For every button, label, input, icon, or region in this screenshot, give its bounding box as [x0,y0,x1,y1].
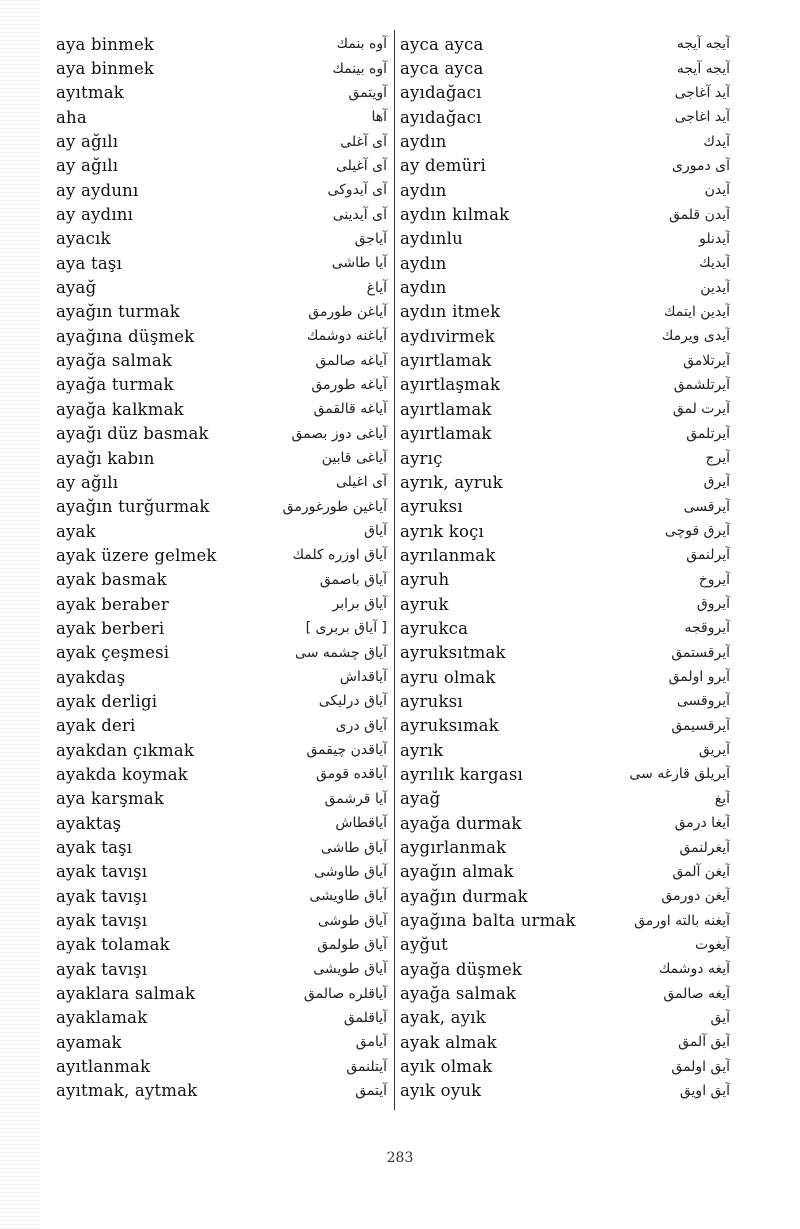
entry-latin-term: ayağa salmak [56,351,173,371]
dictionary-entry [56,1006,391,1030]
dictionary-entry [400,811,730,835]
entry-latin-term: ayak çeşmesi [56,643,170,663]
entry-latin-term: ayru olmak [400,667,496,687]
entry-latin-term: ayrık koçı [400,521,485,541]
dictionary-entry [56,178,391,202]
entry-ottoman-script: آیرق قوچی [664,523,730,540]
entry-latin-term: ayırtlamak [400,399,492,419]
entry-latin-term: aydınlu [400,229,463,249]
entry-latin-term: ayak tavışı [56,862,148,882]
entry-latin-term: ayağa turmak [56,375,174,395]
entry-ottoman-script: آیغا درمق [674,815,730,832]
entry-latin-term: ayak [56,521,96,541]
entry-ottoman-script: آید اغاجی [674,109,730,126]
dictionary-entry [400,129,730,153]
entry-ottoman-script: آیاق طاویشی [309,888,387,905]
entry-latin-term: ayruksı [400,691,463,711]
entry-ottoman-script: آیاق طویشی [313,961,387,978]
entry-latin-term: ayak beraber [56,594,169,614]
entry-ottoman-script: آیرقسی [683,498,730,515]
dictionary-entry [400,300,730,324]
entry-latin-term: ayak tolamak [56,935,170,955]
entry-ottoman-script: آیروقسی [676,693,730,710]
dictionary-entry [56,105,391,129]
dictionary-entry [56,860,391,884]
entry-latin-term: ay ağılı [56,132,119,152]
dictionary-entry [56,422,391,446]
entry-ottoman-script: آیدك [703,133,730,150]
entry-ottoman-script: آیاقدن چیقمق [306,742,387,759]
dictionary-entry [56,227,391,251]
dictionary-entry [400,227,730,251]
entry-latin-term: ayamak [56,1032,122,1052]
entry-ottoman-script: آیق [710,1009,730,1026]
entry-latin-term: aydın [400,180,447,200]
entry-latin-term: ayıtlanmak [56,1057,151,1077]
entry-ottoman-script: آوه بنمك [336,36,387,53]
entry-ottoman-script: آیاغنه دوشمك [306,328,387,345]
entry-latin-term: ayağın turğurmak [56,497,210,517]
dictionary-entry [400,251,730,275]
entry-ottoman-script: آی اغیلی [335,474,387,491]
dictionary-entry [400,592,730,616]
entry-latin-term: ayak almak [400,1032,497,1052]
dictionary-entry [56,32,391,56]
dictionary-entry [56,616,391,640]
entry-latin-term: aya binmek [56,34,155,54]
dictionary-entry [400,470,730,494]
dictionary-entry [56,933,391,957]
entry-latin-term: ayruksı [400,497,463,517]
dictionary-entry [56,592,391,616]
entry-latin-term: ayruh [400,570,450,590]
entry-ottoman-script: آیاق اوزره كلمك [292,547,387,564]
entry-ottoman-script: آید آغاجی [674,84,730,101]
dictionary-entry [400,1006,730,1030]
entry-latin-term: ayrıç [400,448,443,468]
dictionary-entry [400,105,730,129]
dictionary-entry [400,446,730,470]
right-column [400,32,730,1103]
dictionary-entry [56,129,391,153]
dictionary-entry [400,1030,730,1054]
entry-latin-term: ayağın durmak [400,886,528,906]
entry-ottoman-script: آیرلنمق [686,547,730,564]
dictionary-entry [56,762,391,786]
entry-ottoman-script: آیاغین طورغورمق [282,498,387,515]
entry-ottoman-script: آیا قرشمق [324,790,387,807]
entry-latin-term: ayağ [56,278,97,298]
entry-latin-term: aydın itmek [400,302,501,322]
entry-ottoman-script: آیاغی دوز بصمق [291,425,387,442]
entry-ottoman-script: آوه بينمك [332,60,387,77]
entry-latin-term: ayağa kalkmak [56,399,184,419]
entry-ottoman-script: آیاغ [366,279,387,296]
dictionary-entry [400,738,730,762]
entry-latin-term: ayık olmak [400,1057,493,1077]
entry-ottoman-script: آیغه دوشمك [658,961,730,978]
dictionary-entry [400,787,730,811]
entry-ottoman-script: آیغوت [695,936,730,953]
dictionary-entry [56,689,391,713]
entry-ottoman-script: آیرت لمق [672,401,730,418]
dictionary-entry [400,641,730,665]
dictionary-entry [400,275,730,299]
entry-ottoman-script: آیق اویق [679,1082,730,1099]
entry-ottoman-script: آیاق [364,523,387,540]
entry-latin-term: ayağı düz basmak [56,424,209,444]
entry-ottoman-script: آیا طاشی [331,255,387,272]
entry-ottoman-script: آیرق [703,474,730,491]
entry-ottoman-script: آی آغلی [340,133,387,150]
entry-ottoman-script: آیامق [355,1034,387,1051]
entry-latin-term: ayak tavışı [56,911,148,931]
dictionary-entry [56,56,391,80]
entry-ottoman-script: آیغن دورمق [661,888,730,905]
entry-ottoman-script: آیدن [704,182,730,199]
dictionary-entry [56,665,391,689]
entry-latin-term: ayak deri [56,716,136,736]
entry-latin-term: ayıtmak [56,83,124,103]
left-column [56,32,391,1103]
dictionary-entry [56,811,391,835]
dictionary-entry [400,714,730,738]
entry-ottoman-script: آیرتلشمق [673,376,730,393]
entry-latin-term: aydın [400,132,447,152]
entry-latin-term: ay ağılı [56,472,119,492]
entry-ottoman-script: آیاغه قالقمق [313,401,387,418]
entry-latin-term: ayırtlaşmak [400,375,501,395]
dictionary-entry [400,178,730,202]
entry-latin-term: ayrık [400,740,444,760]
dictionary-entry [400,933,730,957]
entry-latin-term: ayağına balta urmak [400,911,576,931]
entry-latin-term: aya binmek [56,59,155,79]
dictionary-entry [56,787,391,811]
dictionary-entry [56,251,391,275]
entry-latin-term: ayruk [400,594,449,614]
entry-latin-term: ayağı kabın [56,448,155,468]
entry-latin-term: ayak berberi [56,618,165,638]
entry-ottoman-script: آیاغن طورمق [308,303,387,320]
dictionary-entry [56,446,391,470]
entry-ottoman-script: آیاق طاشی [320,839,387,856]
entry-latin-term: ayak, ayık [400,1008,486,1028]
dictionary-entry [56,1030,391,1054]
dictionary-entry [56,202,391,226]
dictionary-entry [400,373,730,397]
entry-latin-term: ayıdağacı [400,107,482,127]
entry-ottoman-script: آیغنه بالته اورمق [634,912,730,929]
entry-ottoman-script: آیرج [705,450,730,467]
entry-ottoman-script: آیغرلنمق [679,839,730,856]
dictionary-entry [400,495,730,519]
dictionary-entry [56,495,391,519]
entry-latin-term: ayık oyuk [400,1081,482,1101]
dictionary-entry [400,981,730,1005]
dictionary-entry [400,81,730,105]
entry-latin-term: ayaktaş [56,813,122,833]
entry-ottoman-script: آیق آلمق [678,1034,730,1051]
entry-ottoman-script: آیق اولمق [671,1058,730,1075]
entry-latin-term: ayak basmak [56,570,167,590]
entry-ottoman-script: آیاغه طورمق [311,376,387,393]
entry-latin-term: ay aydunı [56,180,139,200]
entry-ottoman-script: آیاق درلیكی [318,693,387,710]
entry-ottoman-script: آیاقده قومق [316,766,387,783]
dictionary-entry [56,641,391,665]
entry-ottoman-script: آیجه آیجه [676,36,730,53]
entry-latin-term: ay demüri [400,156,486,176]
entry-ottoman-script: آیاغی قابین [321,450,387,467]
entry-latin-term: ayak tavışı [56,886,148,906]
dictionary-entry [400,957,730,981]
dictionary-entry [400,835,730,859]
dictionary-entry [56,470,391,494]
entry-latin-term: ayca ayca [400,59,484,79]
dictionary-entry [400,616,730,640]
dictionary-entry [56,981,391,1005]
entry-ottoman-script: آی آیدوكی [327,182,387,199]
entry-ottoman-script: آی آیدینی [332,206,387,223]
entry-latin-term: ayacık [56,229,111,249]
entry-latin-term: ayağa düşmek [400,959,523,979]
dictionary-entry [400,1054,730,1078]
dictionary-entry [400,422,730,446]
entry-ottoman-script: آیاغه صالمق [315,352,387,369]
entry-ottoman-script: آیروخ [698,571,730,588]
dictionary-entry [400,397,730,421]
dictionary-entry [400,860,730,884]
entry-ottoman-script: آیروقجه [684,620,730,637]
entry-ottoman-script: [ آیاق بربری ] [305,620,387,637]
dictionary-entry [56,397,391,421]
entry-ottoman-script: آیاقلمق [343,1009,387,1026]
entry-latin-term: ayaklara salmak [56,984,196,1004]
entry-ottoman-script: آیرتلامق [683,352,730,369]
dictionary-entry [56,738,391,762]
entry-ottoman-script: آیدیك [699,255,730,272]
entry-ottoman-script: آیدی ویرمك [661,328,730,345]
entry-latin-term: ayırtlamak [400,424,492,444]
dictionary-entry [56,324,391,348]
dictionary-entry [400,884,730,908]
dictionary-entry [400,665,730,689]
dictionary-entry [56,957,391,981]
entry-ottoman-script: آی آغیلی [335,157,387,174]
scan-gutter [0,0,40,1229]
entry-ottoman-script: آیاجق [354,230,387,247]
entry-latin-term: ay ağılı [56,156,119,176]
dictionary-entry [400,762,730,786]
entry-latin-term: aydın kılmak [400,205,510,225]
entry-ottoman-script: آیدنلو [699,230,730,247]
entry-latin-term: ayruksımak [400,716,499,736]
entry-ottoman-script: آیدین [700,279,730,296]
dictionary-entry [56,568,391,592]
dictionary-entry [56,884,391,908]
entry-latin-term: ayağın turmak [56,302,180,322]
entry-ottoman-script: آی دموری [672,157,730,174]
entry-ottoman-script: آیریق [698,742,730,759]
entry-latin-term: ayğut [400,935,448,955]
entry-latin-term: ayakdaş [56,667,126,687]
entry-ottoman-script: آیاق طوشی [317,912,387,929]
dictionary-entry [400,348,730,372]
entry-ottoman-script: آیاق باصمق [319,571,387,588]
dictionary-entry [400,1079,730,1103]
entry-ottoman-script: آیغن آلمق [672,863,730,880]
entry-latin-term: ayırtlamak [400,351,492,371]
entry-ottoman-script: آیرو اولمق [668,669,730,686]
entry-latin-term: aygırlanmak [400,838,507,858]
dictionary-entry [56,908,391,932]
entry-latin-term: ayrık, ayruk [400,472,503,492]
entry-ottoman-script: آیغ [714,790,730,807]
dictionary-entry [56,543,391,567]
dictionary-entry [56,1054,391,1078]
entry-latin-term: ayak üzere gelmek [56,545,217,565]
dictionary-entry [56,348,391,372]
entry-latin-term: ayakdan çıkmak [56,740,195,760]
entry-ottoman-script: آیدن قلمق [669,206,730,223]
dictionary-entry [400,908,730,932]
entry-ottoman-script: آیاق طولمق [317,936,387,953]
entry-ottoman-script: آیاقداش [339,669,387,686]
entry-latin-term: aha [56,107,87,127]
entry-ottoman-script: آیاق برابر [332,596,387,613]
entry-ottoman-script: آیاق دری [335,717,387,734]
entry-ottoman-script: آیرقسیمق [671,717,730,734]
dictionary-entry [400,324,730,348]
entry-ottoman-script: آیجه آیجه [676,60,730,77]
entry-latin-term: ayakda koymak [56,764,188,784]
dictionary-entry [56,373,391,397]
dictionary-entry [400,154,730,178]
dictionary-entry [400,543,730,567]
column-divider [394,30,395,1110]
entry-ottoman-script: آیرقستمق [671,644,730,661]
entry-ottoman-script: آیروق [696,596,730,613]
entry-latin-term: ayaklamak [56,1008,148,1028]
dictionary-entry [56,81,391,105]
entry-latin-term: ayağ [400,789,441,809]
entry-latin-term: ayağa salmak [400,984,517,1004]
entry-latin-term: aya karşmak [56,789,165,809]
entry-ottoman-script: آويتمق [348,84,387,101]
entry-ottoman-script: آیغه صالمق [663,985,730,1002]
dictionary-entry [400,202,730,226]
entry-ottoman-script: آیاقطاش [335,815,387,832]
entry-ottoman-script: آها [371,109,387,126]
dictionary-entry [56,300,391,324]
dictionary-entry [56,275,391,299]
entry-ottoman-script: آیرتلمق [686,425,730,442]
entry-latin-term: ayrılık kargası [400,764,523,784]
entry-latin-term: ayrukca [400,618,469,638]
dictionary-entry [400,689,730,713]
entry-ottoman-script: آیاقلره صالمق [303,985,387,1002]
entry-latin-term: aydıvirmek [400,326,495,346]
entry-latin-term: ay aydını [56,205,134,225]
entry-latin-term: aya taşı [56,253,123,273]
dictionary-entry [56,154,391,178]
page-number: 283 [386,1150,414,1166]
dictionary-entry [56,714,391,738]
entry-ottoman-script: آیدین ایتمك [663,303,730,320]
dictionary-entry [56,519,391,543]
dictionary-entry [56,835,391,859]
entry-latin-term: ayruksıtmak [400,643,506,663]
entry-latin-term: ayca ayca [400,34,484,54]
entry-ottoman-script: آیریلق قارغه سی [629,766,730,783]
dictionary-entry [400,568,730,592]
entry-latin-term: aydın [400,278,447,298]
dictionary-entry [400,519,730,543]
entry-latin-term: ayak tavışı [56,959,148,979]
entry-latin-term: ayıdağacı [400,83,482,103]
dictionary-entry [56,1079,391,1103]
entry-latin-term: ayrılanmak [400,545,496,565]
entry-latin-term: ayağına düşmek [56,326,195,346]
entry-latin-term: ayak taşı [56,838,133,858]
entry-ottoman-script: آیاق چشمه سی [295,644,387,661]
entry-latin-term: aydın [400,253,447,273]
dictionary-entry [400,32,730,56]
entry-latin-term: ayak derligi [56,691,158,711]
entry-latin-term: ayağa durmak [400,813,522,833]
entry-latin-term: ayağın almak [400,862,514,882]
entry-ottoman-script: آیاق طاوشی [314,863,387,880]
entry-latin-term: ayıtmak, aytmak [56,1081,198,1101]
entry-ottoman-script: آیتمق [355,1082,387,1099]
dictionary-entry [400,56,730,80]
entry-ottoman-script: آیتلنمق [346,1058,387,1075]
